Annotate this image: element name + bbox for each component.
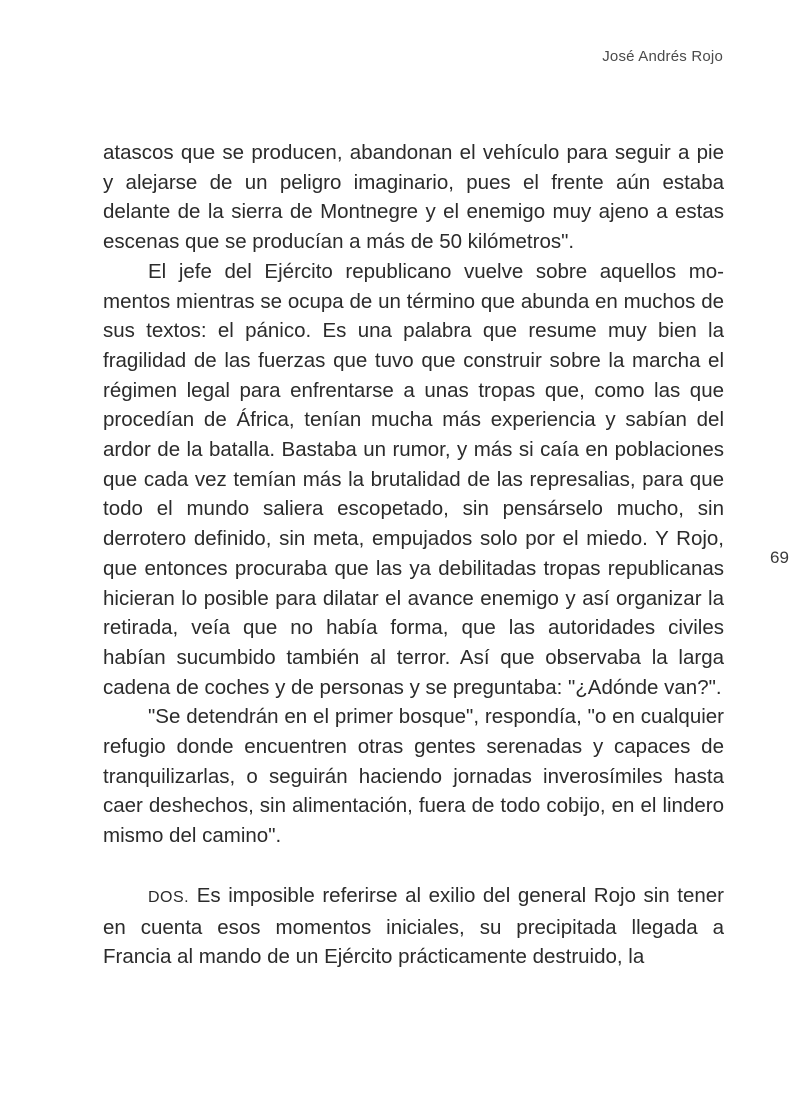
section-marker: DOS.	[148, 888, 190, 906]
paragraph-quote-response: "Se detendrán en el primer bosque", respondía, "o en cualquier refugio donde encuentren otras gentes serenadas y capaces de tranquilizarlas, o seguirán haciendo jornadas inverosímiles hasta caer deshechos, sin alimentación, fuera de todo cobijo, en el lindero mismo del camino".	[103, 705, 724, 848]
paragraph-section-dos	[103, 881, 724, 972]
body-text	[103, 138, 724, 972]
page-number: 69	[770, 548, 789, 567]
paragraph-continuation: atascos que se producen, abandonan el vehículo para seguir a pie y alejarse de un peligro imaginario, pues el frente aún estaba delante de la sierra de Montnegre y el enemigo muy ajeno a estas escenas que se producían a más de 50 kilómetros".	[103, 141, 724, 254]
running-header-author: José Andrés Rojo	[602, 48, 723, 65]
section-text: Es imposible referirse al exilio del general Rojo sin tener en cuenta esos momentos iniciales, su precipitada llegada a Francia al mando de un Ejército prácticamente destruido, la	[103, 883, 725, 969]
paragraph-panic: El jefe del Ejército republicano vuelve sobre aquellos momentos mientras se ocupa de un término que abunda en muchos de sus textos: el pánico. Es una palabra que resume muy bien la fragilidad de las fuerzas que tuvo que construir sobre la marcha el régimen legal para enfrentarse a unas tropas que, como las que procedían de África, tenían mucha más experiencia y sabían del ardor de la batalla. Bastaba un rumor, y más si caía en poblaciones que cada vez temían más la brutalidad de las represalias, para que todo el mundo saliera escopetado, sin pensárselo mucho, sin derrotero definido, sin meta, empujados solo por el miedo. Y Rojo, que entonces procuraba que las ya debilitadas tropas republicanas hicieran lo posible para dilatar el avance enemigo y así organizar la retirada, veía que no había forma, que las autoridades civiles habían sucumbido también al terror. Así que observaba la larga cadena de coches y de personas y se preguntaba: "¿Adónde van?".	[103, 259, 724, 699]
